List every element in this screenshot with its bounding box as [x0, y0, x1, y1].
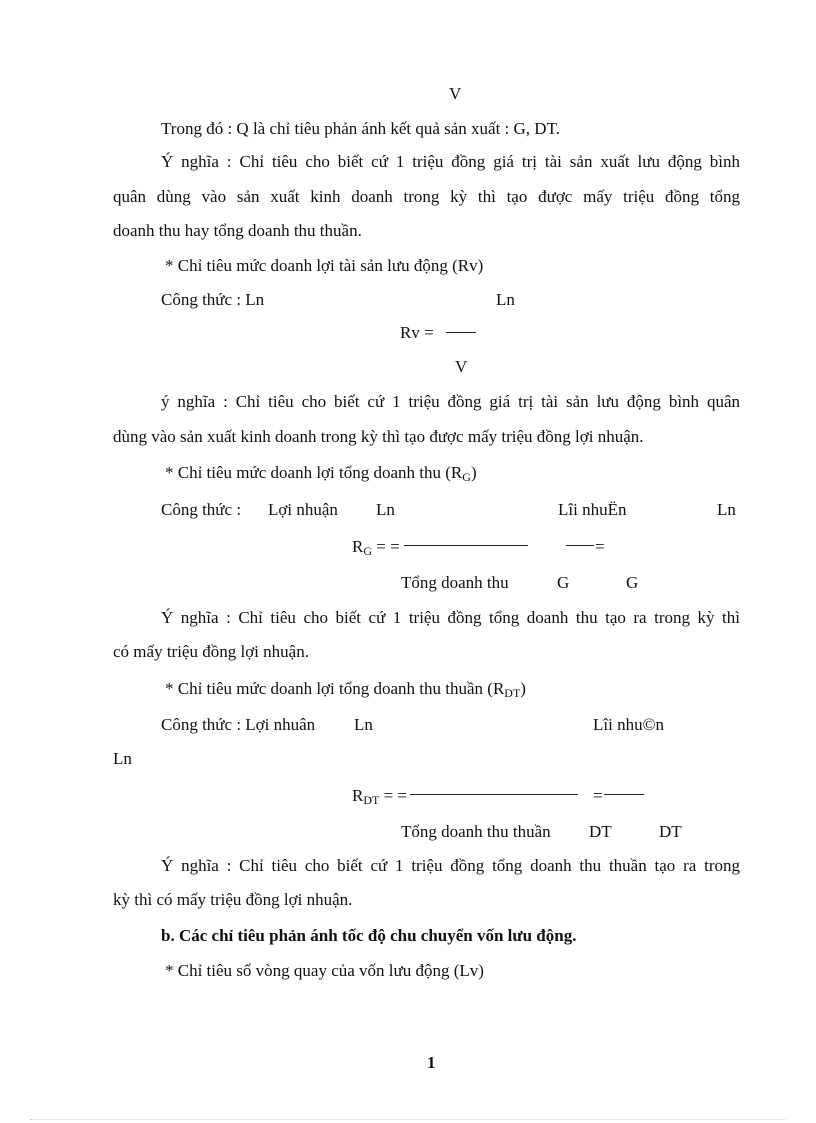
formula-label-rg: Công thức : [161, 500, 242, 519]
formula-rdt-dt-1: DT [589, 822, 612, 841]
formula-rg-lii-nhuan: Lîi nhuËn [558, 500, 627, 519]
formula-rdt-lii-nhuan: Lîi nhu©n [593, 715, 664, 734]
formula-rv-fraction-bar [446, 332, 476, 333]
formula-rg-fraction-bar-1 [404, 545, 528, 546]
formula-rv-denominator: V [455, 357, 468, 376]
heading-rv: * Chỉ tiêu mức doanh lợi tài sản lưu động (Rv) [165, 256, 484, 275]
formula-rg-ln-1: Ln [376, 500, 395, 519]
formula-rdt-fraction-bar-1 [410, 794, 578, 795]
paragraph-y-nghia-4b: kỳ thì có mấy triệu đồng lợi nhuận. [113, 890, 353, 909]
formula-rg-fraction-bar-2 [566, 545, 594, 546]
paragraph-y-nghia-1a: Ý nghĩa : Chỉ tiêu cho biết cứ 1 triệu đồng giá trị tài sản xuất lưu động bình [161, 152, 740, 171]
page-number: 1 [427, 1053, 436, 1072]
heading-rg: * Chỉ tiêu mức doanh lợi tổng doanh thu $(R_G)$ [165, 463, 477, 484]
paragraph-trong-do: Trong đó : Q là chỉ tiêu phản ánh kết quả sản xuất : G, DT. [161, 119, 560, 138]
section-heading-b: b. Các chỉ tiêu phản ánh tốc độ chu chuyển vốn lưu động. [161, 926, 577, 945]
footer-divider [30, 1119, 786, 1120]
formula-rdt-equals: $R_{DT}$ = = [352, 786, 408, 807]
denominator-v: V [449, 84, 462, 103]
formula-rg-tong-doanh-thu: Tổng doanh thu [401, 573, 509, 592]
formula-label-rv: Công thức : Ln [161, 290, 265, 309]
formula-rdt-dt-2: DT [659, 822, 682, 841]
paragraph-y-nghia-1c: doanh thu hay tổng doanh thu thuần. [113, 221, 362, 240]
formula-rdt-ln-2: Ln [113, 749, 132, 768]
formula-rv-numerator: Ln [496, 290, 515, 309]
paragraph-y-nghia-2a: ý nghĩa : Chỉ tiêu cho biết cứ 1 triệu đồng giá trị tài sản lưu động bình quân [161, 392, 740, 411]
formula-rg-equals: $R_G$ = = [352, 537, 400, 558]
paragraph-y-nghia-4a: Ý nghĩa : Chỉ tiêu cho biết cứ 1 triệu đồng tổng doanh thu thuần tạo ra trong [161, 856, 740, 875]
paragraph-y-nghia-3a: Ý nghĩa : Chỉ tiêu cho biết cứ 1 triệu đồng tổng doanh thu tạo ra trong kỳ thì [161, 608, 740, 627]
paragraph-y-nghia-3b: có mấy triệu đồng lợi nhuận. [113, 642, 309, 661]
formula-label-rdt: Công thức : Lợi nhuân [161, 715, 316, 734]
formula-rdt-fraction-bar-2 [604, 794, 644, 795]
heading-lv: * Chỉ tiêu số vòng quay của vốn lưu động (Lv) [165, 961, 484, 980]
formula-rdt-ln-1: Ln [354, 715, 373, 734]
paragraph-y-nghia-1b: quân dùng vào sản xuất kinh doanh trong kỳ thì tạo được mấy triệu đồng tổng [113, 187, 740, 206]
heading-rdt: * Chỉ tiêu mức doanh lợi tổng doanh thu thuần $(R_{DT})$ [165, 679, 526, 700]
formula-rdt-tong-doanh-thu-thuan: Tổng doanh thu thuần [401, 822, 551, 841]
formula-rg-equals-2: = [595, 537, 605, 556]
formula-rg-ln-2: Ln [717, 500, 736, 519]
formula-rg-g-2: G [626, 573, 639, 592]
formula-rg-loi-nhuan: Lợi nhuận [268, 500, 338, 519]
formula-rdt-equals-2: = [593, 786, 603, 805]
formula-rg-g-1: G [557, 573, 570, 592]
paragraph-y-nghia-2b: dùng vào sản xuất kinh doanh trong kỳ thì tạo được mấy triệu đồng lợi nhuận. [113, 427, 644, 446]
formula-rv-equals: Rv = [400, 323, 434, 342]
